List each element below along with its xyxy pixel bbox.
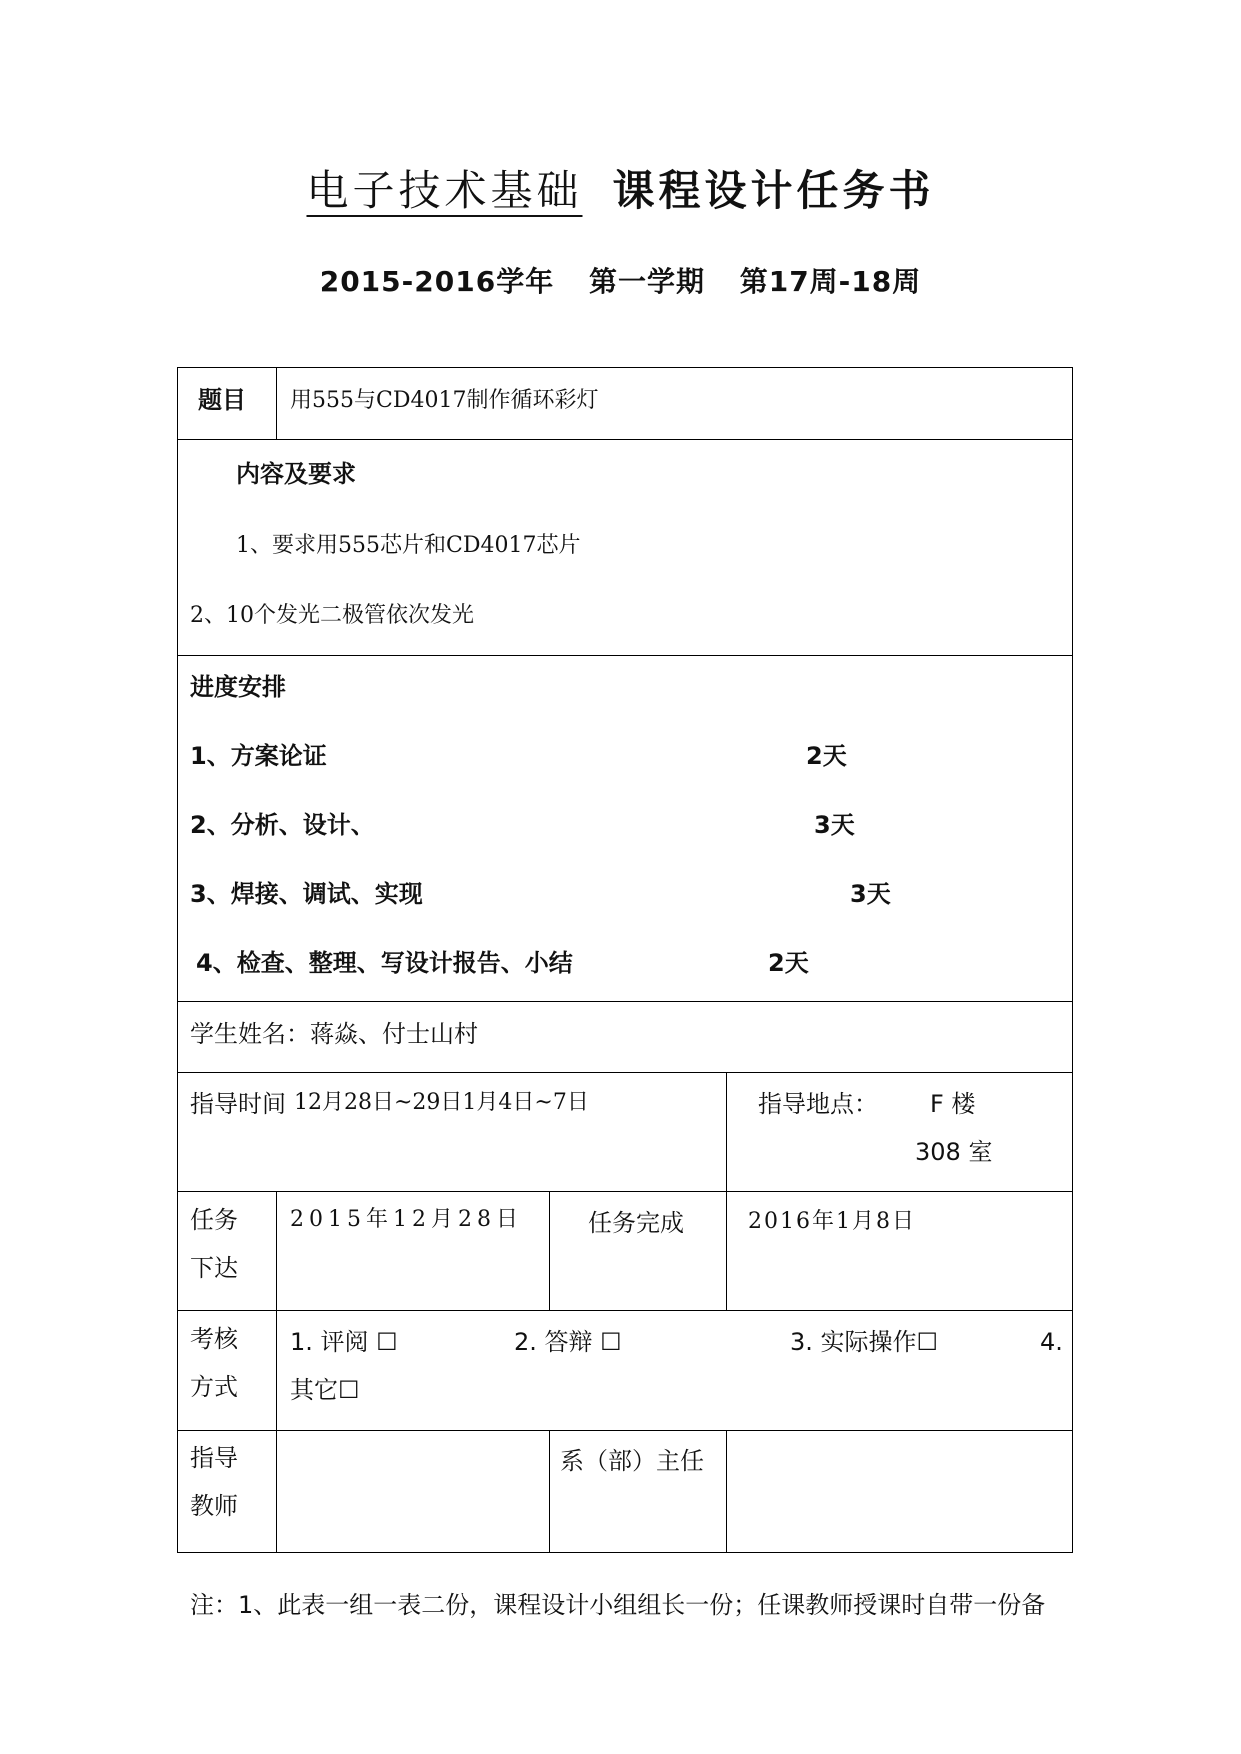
row-divider — [177, 1310, 1073, 1311]
content-item-1: 1、要求用555芯片和CD4017芯片 — [236, 533, 581, 558]
schedule-task-2: 2、分析、设计、 — [190, 811, 375, 839]
assign-date: 2015年12月28日 — [290, 1207, 523, 1232]
complete-date: 2016年1月8日 — [748, 1209, 916, 1234]
row-divider — [177, 439, 1073, 440]
topic-value: 用555与CD4017制作循环彩灯 — [290, 388, 599, 413]
row-divider — [177, 1072, 1073, 1073]
col-divider — [726, 1191, 727, 1310]
col-divider — [276, 367, 277, 439]
content-item-2: 2、10个发光二极管依次发光 — [190, 603, 474, 628]
title-main: 课程设计任务书 — [612, 166, 935, 215]
col-divider — [549, 1430, 550, 1553]
assess-option-2: 2. 答辩 ☐ — [514, 1328, 622, 1356]
assign-label: 任务下达 — [190, 1206, 238, 1282]
assess-option-1: 1. 评阅 ☐ — [290, 1328, 398, 1356]
guide-place-value-2: 308 室 — [915, 1138, 993, 1166]
document-title — [0, 158, 1241, 218]
row-divider — [177, 1430, 1073, 1431]
guide-place-value-1: F 楼 — [930, 1090, 976, 1118]
col-divider — [549, 1191, 550, 1310]
schedule-task-1: 1、方案论证 — [190, 742, 327, 770]
topic-label: 题目 — [198, 386, 246, 414]
term-line — [0, 260, 1241, 300]
row-divider — [177, 1191, 1073, 1192]
course-name: 电子技术基础 — [306, 166, 583, 215]
complete-label: 任务完成 — [588, 1209, 684, 1237]
schedule-days-1: 2天 — [806, 742, 847, 770]
students-label: 学生姓名： — [190, 1020, 310, 1048]
assess-option-4: 4. — [1040, 1328, 1063, 1356]
guide-place-label: 指导地点： — [758, 1090, 878, 1118]
weeks: 第17周-18周 — [739, 265, 922, 298]
guide-time-label: 指导时间 — [190, 1090, 286, 1118]
schedule-days-4: 2天 — [768, 949, 809, 977]
dept-head-label: 系（部）主任 — [560, 1447, 704, 1475]
assess-label: 考核方式 — [190, 1325, 238, 1401]
assess-option-5: 其它☐ — [290, 1376, 360, 1404]
schedule-heading: 进度安排 — [190, 673, 286, 701]
footnote: 注：1、此表一组一表二份，课程设计小组组长一份；任课教师授课时自带一份备 — [190, 1591, 1046, 1619]
assess-option-3: 3. 实际操作☐ — [790, 1328, 939, 1356]
schedule-task-4: 4、检查、整理、写设计报告、小结 — [196, 949, 573, 977]
academic-year: 2015-2016学年 — [319, 265, 555, 298]
col-divider — [276, 1191, 277, 1553]
schedule-days-3: 3天 — [850, 880, 891, 908]
row-divider — [177, 1001, 1073, 1002]
col-divider — [726, 1072, 727, 1191]
row-divider — [177, 655, 1073, 656]
schedule-task-3: 3、焊接、调试、实现 — [190, 880, 423, 908]
students-value: 蒋焱、付士山村 — [310, 1020, 478, 1048]
teacher-label: 指导教师 — [190, 1444, 238, 1520]
schedule-days-2: 3天 — [814, 811, 855, 839]
semester: 第一学期 — [588, 265, 705, 298]
content-heading: 内容及要求 — [236, 460, 356, 488]
guide-time-value: 12月28日~29日1月4日~7日 — [294, 1090, 589, 1115]
col-divider — [726, 1430, 727, 1553]
